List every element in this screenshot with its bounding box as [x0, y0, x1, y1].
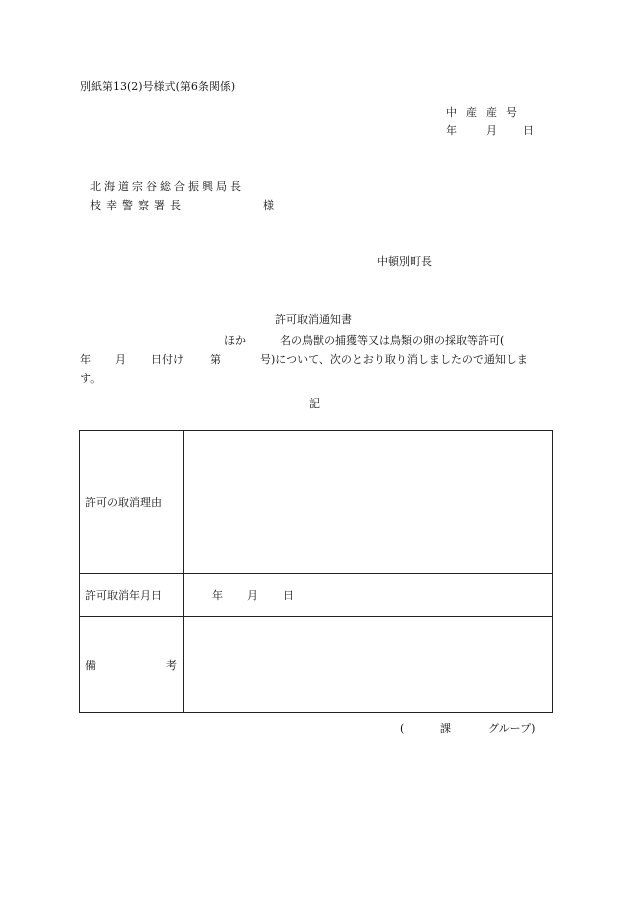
body-day: 日付け [151, 353, 184, 366]
body-hoka: ほか [224, 334, 246, 347]
revocation-date-label: 許可取消年月日 [80, 574, 184, 617]
remarks-label-right: 考 [166, 658, 177, 672]
remarks-value [184, 617, 553, 713]
body-line-2 [80, 353, 555, 367]
revocation-table [79, 430, 553, 713]
footer-group: グループ) [488, 722, 536, 735]
revocation-date-value [184, 574, 553, 617]
department-note [400, 722, 535, 736]
form-number: 別紙第13(2)号様式(第6条関係) [80, 80, 236, 93]
body-line-3: す。 [80, 372, 102, 385]
doc-number-suffix: 号 [506, 106, 526, 119]
body-month: 月 [115, 353, 126, 366]
doc-number-prefix: 中 [446, 106, 466, 119]
addressee-honorific: 様 [263, 199, 274, 212]
revocation-month: 月 [247, 589, 258, 602]
doc-date-day: 日 [523, 124, 534, 137]
reason-value [184, 431, 553, 574]
document-title: 許可取消通知書 [275, 313, 352, 326]
doc-number-mid: 産 [466, 106, 486, 119]
doc-date-year: 年 [446, 124, 457, 137]
footer-open: ( [400, 722, 405, 735]
body-line-1 [80, 334, 550, 348]
doc-number-kind: 産 [486, 106, 506, 119]
footer-ka: 課 [440, 722, 451, 735]
table-row-remarks [80, 617, 553, 713]
revocation-year: 年 [212, 589, 223, 602]
body-dai: 第 [210, 353, 221, 366]
body-year: 年 [80, 353, 91, 366]
body-line-2-text: 号)について、次のとおり取り消しましたので通知しま [260, 353, 528, 366]
table-row-date [80, 574, 553, 617]
document-number [446, 106, 526, 120]
ki-heading: 記 [309, 397, 320, 410]
reason-label: 許可の取消理由 [80, 431, 184, 574]
addressee-police: 枝幸警察署長 [90, 199, 186, 212]
doc-date-month: 月 [486, 124, 497, 137]
document-date [446, 124, 534, 138]
table-row-reason [80, 431, 553, 574]
remarks-label [80, 617, 184, 713]
addressee-bureau: 北海道宗谷総合振興局長 [90, 180, 244, 193]
body-line-1-text: 名の鳥獣の捕獲等又は鳥類の卵の採取等許可( [280, 334, 505, 347]
revocation-day: 日 [283, 589, 294, 602]
sender-name: 中頓別町長 [377, 255, 432, 268]
remarks-label-left: 備 [85, 658, 96, 672]
